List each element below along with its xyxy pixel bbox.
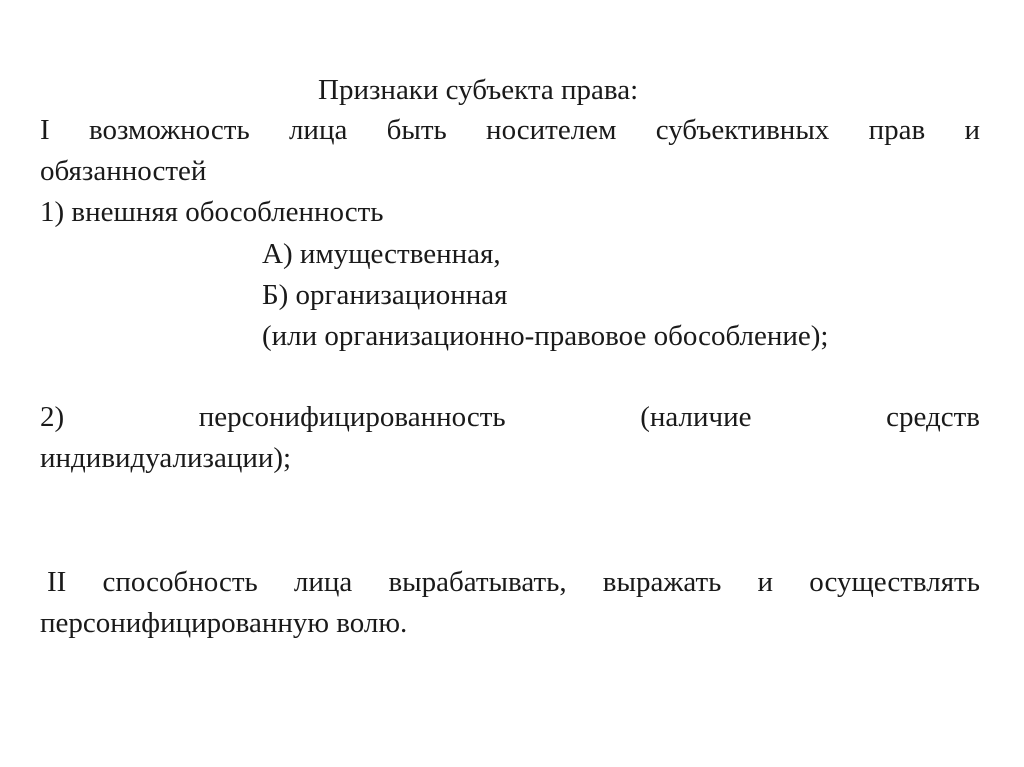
item-1-word: быть (386, 114, 447, 146)
item-1-word: возможность (88, 114, 250, 146)
item-2-word: лица (293, 566, 353, 598)
subitem-1: 1) внешняя обособленность (40, 196, 384, 228)
item-1-word: субъективных (655, 114, 830, 146)
item-1-line (40, 110, 980, 150)
subitem-2-line (40, 397, 980, 437)
item-2-word: способность (102, 566, 258, 598)
item-2-word: осуществлять (809, 566, 980, 598)
item-1-word: I (40, 114, 50, 146)
item-1-word: прав (868, 114, 926, 146)
subitem-2-continuation: индивидуализации); (40, 442, 292, 474)
slide-title: Признаки субъекта права: (318, 74, 639, 106)
item-1-word: лица (288, 114, 348, 146)
item-2-word: выражать (602, 566, 722, 598)
item-2-line (47, 562, 980, 602)
subitem-1-a: А) имущественная, (262, 238, 501, 270)
item-2-word: и (757, 566, 774, 598)
subitem-2-word: персонифицированность (198, 401, 506, 433)
subitem-1-b: Б) организационная (262, 279, 508, 311)
subitem-2-word: (наличие (640, 401, 752, 433)
item-1-word: и (964, 114, 980, 146)
subitem-2-word: средств (886, 401, 980, 433)
item-1-word: носителем (486, 114, 617, 146)
subitem-2-word: 2) (40, 401, 65, 433)
subitem-1-note: (или организационно-правовое обособление); (262, 320, 829, 352)
item-2-word: II (47, 566, 67, 598)
item-2-word: вырабатывать, (388, 566, 567, 598)
item-1-continuation: обязанностей (40, 155, 207, 187)
item-2-continuation: персонифицированную волю. (40, 607, 408, 639)
